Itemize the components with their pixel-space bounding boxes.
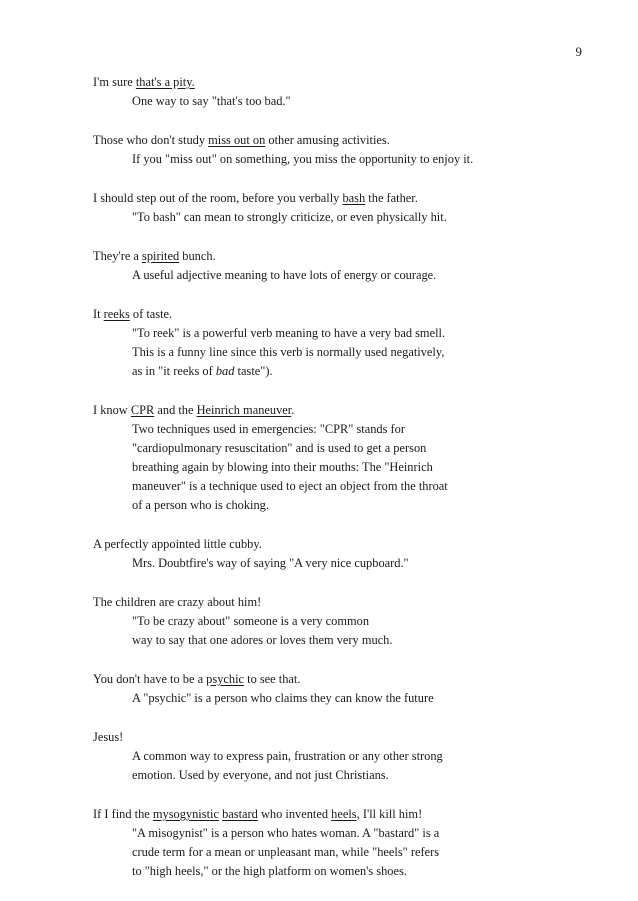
explanation-line: maneuver" is a technique used to eject an object from the throat: [132, 479, 448, 493]
quote-text: the father.: [365, 191, 418, 205]
vocab-entry: [93, 805, 563, 881]
underlined-term: bastard: [222, 807, 258, 821]
quote-text: Those who don't study: [93, 133, 209, 147]
quote-text: Jesus!: [93, 730, 124, 744]
explanation-line: "A misogynist" is a person who hates woman. A "bastard" is a: [132, 826, 440, 840]
quote-text: If I find the: [93, 807, 153, 821]
vocab-entry: [93, 535, 563, 573]
explanation-line: A common way to express pain, frustration or any other strong: [132, 749, 443, 763]
quote-text: other amusing activities.: [265, 133, 390, 147]
quote-text: and the: [154, 403, 197, 417]
explanation-text: taste").: [234, 364, 273, 378]
vocab-entry: [93, 189, 563, 227]
vocab-entry: [93, 247, 563, 285]
quote-text: I'm sure: [93, 75, 136, 89]
italic-word: bad: [215, 364, 235, 378]
quote-line: [93, 670, 563, 689]
vocab-entry: [93, 73, 563, 111]
quote-text: .: [291, 403, 295, 417]
vocab-entry: [93, 728, 563, 785]
quote-text: bunch.: [179, 249, 216, 263]
underlined-term: spirited: [142, 249, 180, 263]
underlined-term: reeks: [103, 307, 130, 321]
vocab-entry: [93, 670, 563, 708]
quote-text: They're a: [93, 249, 143, 263]
quote-line: [93, 401, 563, 420]
underlined-term: Heinrich maneuver: [196, 403, 292, 417]
explanation-line: A "psychic" is a person who claims they can know the future: [132, 691, 434, 705]
vocab-entry: [93, 593, 563, 650]
vocab-entry: [93, 305, 563, 381]
underlined-term: heels: [331, 807, 357, 821]
quote-line: [93, 805, 563, 824]
explanation-line: "cardiopulmonary resuscitation" and is used to get a person: [132, 441, 427, 455]
quote-line: [93, 247, 563, 266]
explanation-line: "To reek" is a powerful verb meaning to have a very bad smell.: [132, 326, 446, 340]
underlined-term: psychic: [206, 672, 245, 686]
explanation-line: crude term for a mean or unpleasant man, while "heels" refers: [132, 845, 440, 859]
quote-text: You don't have to be a: [93, 672, 207, 686]
quote-line: [93, 728, 563, 747]
vocabulary-list: [93, 73, 563, 901]
quote-text: It: [93, 307, 104, 321]
explanation-line: to "high heels," or the high platform on women's shoes.: [132, 864, 407, 878]
underlined-term: that's a pity.: [135, 75, 195, 89]
explanation-line: emotion. Used by everyone, and not just Christians.: [132, 768, 389, 782]
quote-text: I should step out of the room, before you verbally: [93, 191, 343, 205]
explanation-line: If you "miss out" on something, you miss the opportunity to enjoy it.: [132, 152, 474, 166]
quote-text: I know: [93, 403, 131, 417]
quote-text: of taste.: [129, 307, 173, 321]
quote-text: who invented: [257, 807, 332, 821]
quote-line: [93, 131, 563, 150]
quote-line: [93, 73, 563, 92]
explanation-line: [93, 362, 563, 381]
quote-text: The children are crazy about him!: [93, 595, 262, 609]
quote-text: A perfectly appointed little cubby.: [93, 537, 262, 551]
explanation-line: way to say that one adores or loves them very much.: [132, 633, 393, 647]
quote-line: [93, 189, 563, 208]
explanation-line: One way to say "that's too bad.": [132, 94, 291, 108]
explanation-line: "To be crazy about" someone is a very common: [132, 614, 370, 628]
underlined-term: mysogynistic: [152, 807, 219, 821]
quote-text: , I'll kill him!: [356, 807, 423, 821]
explanation-line: This is a funny line since this verb is normally used negatively,: [132, 345, 445, 359]
explanation-text: as in "it reeks of: [132, 364, 216, 378]
explanation-line: "To bash" can mean to strongly criticize, or even physically hit.: [132, 210, 447, 224]
explanation-line: A useful adjective meaning to have lots of energy or courage.: [132, 268, 437, 282]
page-number: 9: [575, 44, 582, 59]
underlined-term: CPR: [130, 403, 155, 417]
quote-line: [93, 535, 563, 554]
explanation-line: Two techniques used in emergencies: "CPR" stands for: [132, 422, 405, 436]
quote-text: to see that.: [244, 672, 301, 686]
quote-line: [93, 593, 563, 612]
explanation-line: breathing again by blowing into their mouths: The "Heinrich: [132, 460, 433, 474]
underlined-term: bash: [342, 191, 366, 205]
explanation-line: of a person who is choking.: [132, 498, 269, 512]
explanation-line: Mrs. Doubtfire's way of saying "A very nice cupboard.": [132, 556, 409, 570]
underlined-term: miss out on: [208, 133, 266, 147]
quote-line: [93, 305, 563, 324]
vocab-entry: [93, 131, 563, 169]
vocab-entry: [93, 401, 563, 515]
